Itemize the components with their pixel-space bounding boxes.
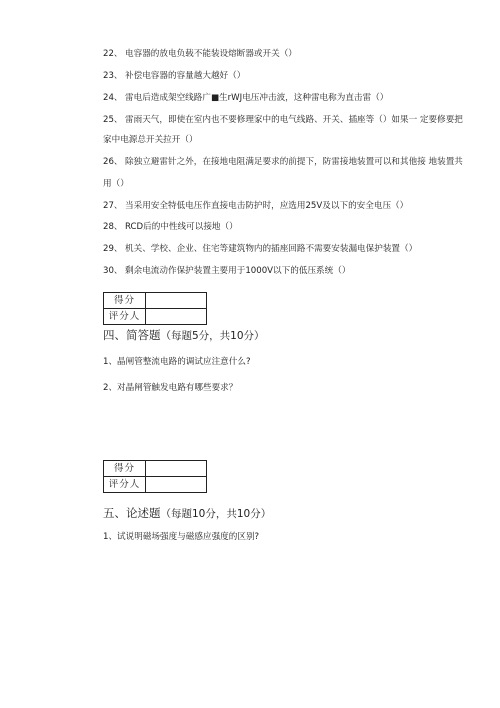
question-26-continuation: 用（） <box>103 179 129 189</box>
grader-row <box>104 309 207 325</box>
question-number: 26、 <box>103 157 123 167</box>
question-text: 剩余电流动作保护装置主要用于1000V以下的低压系统（） <box>125 266 351 276</box>
score-row <box>104 293 207 309</box>
question-number: 28、 <box>103 222 123 232</box>
question-24 <box>103 92 388 104</box>
question-text: 机关、学校、企业、住宅等建筑物内的插座回路不需要安装漏电保护装置（） <box>125 244 418 254</box>
section-title: 四、简答题 <box>103 328 161 342</box>
score-table <box>103 460 207 493</box>
section-4-question-2: 2、对晶闸管触发电路有哪些要求？ <box>103 383 238 393</box>
score-cell <box>146 461 207 477</box>
score-label: 得分 <box>104 293 146 309</box>
question-text: 除独立避雷针之外，在接地电阻满足要求的前提下，防雷接地装置可以和其他接 地装置共 <box>125 157 463 167</box>
section-scoring-note: （每题5分，共10分） <box>160 330 265 342</box>
section-5-heading <box>103 505 271 522</box>
score-row <box>104 461 207 477</box>
question-number: 22、 <box>103 49 123 59</box>
section-scoring-note: （每题10分，共10分） <box>160 508 272 520</box>
question-25 <box>103 114 463 126</box>
section-5-question-1: 1、试说明磁场强度与磁感应强度的区别? <box>103 532 260 542</box>
question-30 <box>103 265 350 277</box>
grader-cell <box>146 309 207 325</box>
question-number: 25、 <box>103 115 123 125</box>
question-number: 24、 <box>103 93 123 103</box>
question-29 <box>103 243 417 255</box>
question-text: 雷电后造成架空线路广■生rWJ电压冲击波，这种雷电称为直击雷（） <box>125 93 389 103</box>
question-25-continuation: 家中电源总开关拉开（） <box>103 135 198 145</box>
question-number: 23、 <box>103 71 123 81</box>
question-28 <box>103 221 238 233</box>
question-number: 27、 <box>103 201 123 211</box>
question-text: RCD后的中性线可以接地（） <box>125 222 238 232</box>
section-4-heading <box>103 327 265 344</box>
question-text: 电容器的放电负载不能装设熔断器或开关（） <box>125 49 297 59</box>
question-text: 雷雨天气，即使在室内也不要修理家中的电气线路、开关、插座等（）如果一 定要修要把 <box>125 115 463 125</box>
question-23 <box>103 70 245 82</box>
question-text: 当采用安全特低电压作直接电击防护时，应选用25V及以下的安全电压（） <box>125 201 409 211</box>
score-label: 得分 <box>104 461 146 477</box>
question-22 <box>103 48 297 60</box>
grader-cell <box>146 477 207 493</box>
score-cell <box>146 293 207 309</box>
grader-label: 评分人 <box>104 309 146 325</box>
score-table <box>103 292 207 325</box>
question-text: 补偿电容器的容量越大越好（） <box>125 71 246 81</box>
question-26 <box>103 156 463 168</box>
grader-row <box>104 477 207 493</box>
question-27 <box>103 200 408 212</box>
question-number: 29、 <box>103 244 123 254</box>
question-number: 30、 <box>103 266 123 276</box>
section-title: 五、论述题 <box>103 506 161 520</box>
grader-label: 评分人 <box>104 477 146 493</box>
section-4-question-1: 1、晶闸管整流电路的调试应注意什么? <box>103 357 251 367</box>
